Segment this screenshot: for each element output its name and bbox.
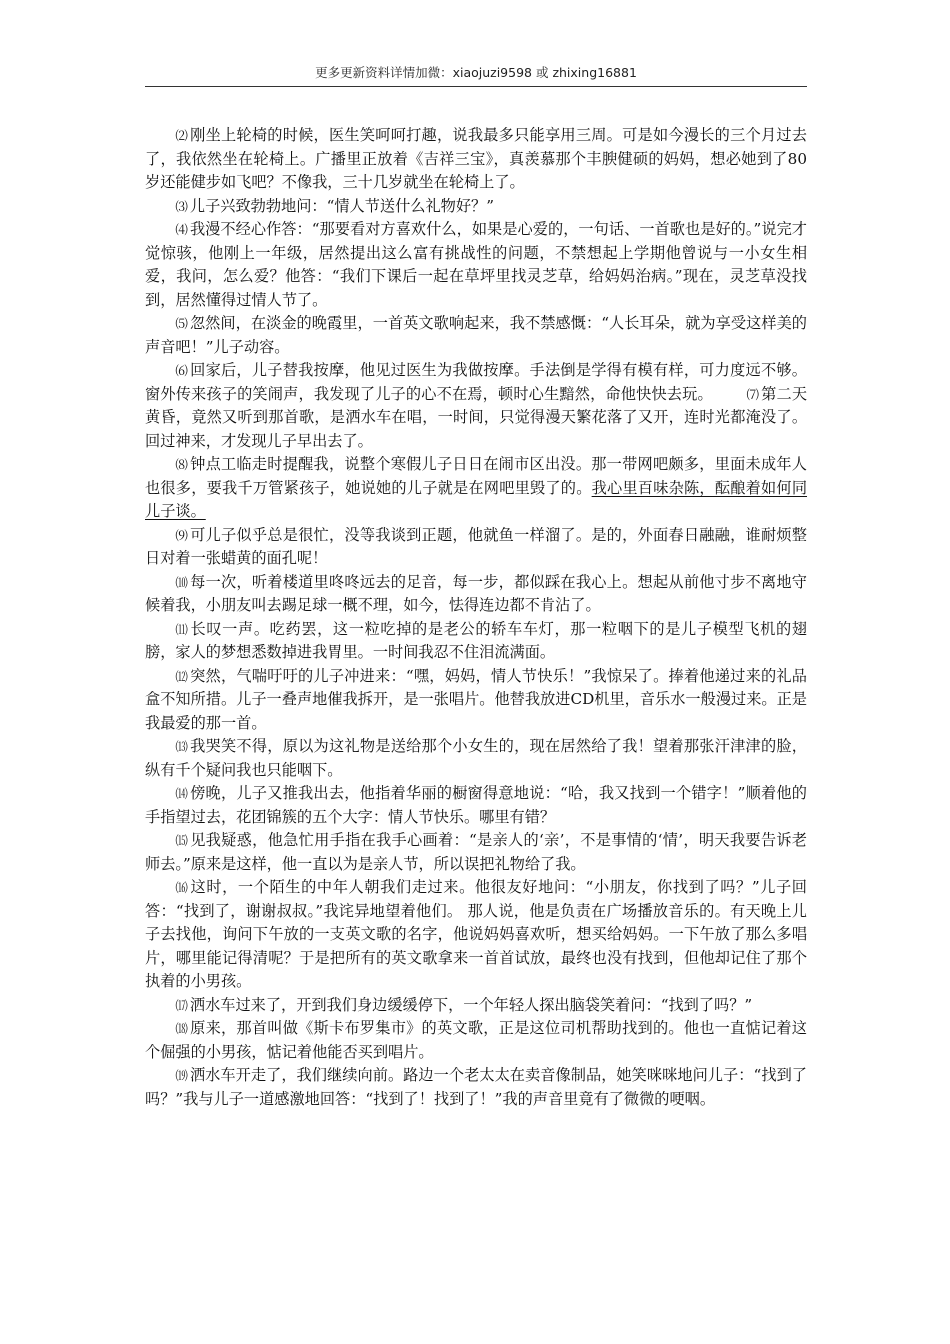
paragraph-text: 洒水车开走了，我们继续向前。路边一个老太太在卖音像制品，她笑咪咪地问儿子：“找到了吗？”我与儿子一道感激地回答：“找到了！找到了！”我的声音里竟有了微微的哽咽。 [145, 1066, 807, 1108]
paragraph-marker: ⑷ [175, 222, 188, 237]
paragraph-marker: ⒄ [175, 997, 188, 1013]
paragraph-marker: ⑾ [175, 621, 189, 637]
header-divider [145, 86, 807, 87]
paragraph-text: 儿子兴致勃勃地问：“情人节送什么礼物好？” [189, 196, 494, 215]
paragraph-16 [145, 876, 807, 994]
page-header: 更多更新资料详情加微：xiaojuzi9598 或 zhixing16881 [315, 65, 637, 80]
paragraph-text: 突然，气喘吁吁的儿子冲进来：“嘿，妈妈，情人节快乐！”我惊呆了。捧着他递过来的礼品盒不知所措。儿子一叠声地催我拆开，是一张唱片。他替我放进CD机里，音乐水一般漫过来。正是我最爱的那一首。 [145, 666, 807, 732]
paragraph-text: 钟点工临走时提醒我，说整个寒假儿子日日在闹市区出没。那一带网吧颇多，里面未成年人也很多，要我千万管紧孩子，她说她的儿子就是在网吧里毁了的。 [145, 455, 807, 497]
paragraph-3 [145, 195, 807, 219]
paragraph-text: 见我疑惑，他急忙用手指在我手心画着：“是亲人的‘亲’，不是事情的‘情’，明天我要告诉老师去。”原来是这样，他一直以为是亲人节，所以误把礼物给了我。 [145, 831, 807, 873]
paragraph-15 [145, 829, 807, 876]
paragraph-19 [145, 1064, 807, 1111]
paragraph-17 [145, 994, 807, 1018]
paragraph-marker: ⑵ [175, 128, 189, 143]
paragraph-marker: ⑽ [175, 574, 189, 590]
article-body [145, 124, 807, 1111]
paragraph-11 [145, 618, 807, 665]
paragraph-13 [145, 735, 807, 782]
paragraph-marker: ⒁ [175, 786, 189, 801]
paragraph-2 [145, 124, 807, 195]
paragraph-marker: ⑿ [175, 668, 189, 684]
paragraph-14 [145, 782, 807, 829]
paragraph-marker: ⑻ [175, 457, 189, 472]
paragraph-text: 刚坐上轮椅的时候，医生笑呵呵打趣，说我最多只能享用三周。可是如今漫长的三个月过去了，我依然坐在轮椅上。广播里正放着《吉祥三宝》，真羡慕那个丰腴健硕的妈妈，想必她到了80岁还能健步如飞吧？不像我，三十几岁就坐在轮椅上了。 [145, 126, 807, 191]
paragraph-10 [145, 571, 807, 618]
paragraph-text: 第二天黄昏，竟然又听到那首歌，是洒水车在唱，一时间，只觉得漫天繁花落了又开，连时光都淹没了。回过神来，才发现儿子早出去了。 [145, 384, 808, 450]
paragraph-text: 傍晚，儿子又推我出去，他指着华丽的橱窗得意地说：“哈，我又找到一个错字！”顺着他的手指望过去，花团锦簇的五个大字：情人节快乐。哪里有错？ [145, 784, 807, 826]
paragraph-text: 忽然间，在淡金的晚霞里，一首英文歌响起来，我不禁感慨：“人长耳朵，就为享受这样美的声音吧！”儿子动容。 [145, 314, 807, 356]
paragraph-marker: ⒅ [175, 1021, 189, 1036]
paragraph-text: 这时，一个陌生的中年人朝我们走过来。他很友好地问：“小朋友，你找到了吗？”儿子回答：“找到了，谢谢叔叔。”我诧异地望着他们。 那人说，他是负责在广场播放音乐的。有天晚上儿子去找他，询问下午放的一支英文歌的名字，他说妈妈喜欢听，想买给妈妈。一下午放了那么多唱片，哪里能记得清呢？于是把所有的英文歌拿来一首首试放，最终也没有找到，但他却记住了那个执着的小男孩。 [145, 878, 807, 990]
paragraph-8 [145, 453, 807, 524]
paragraph-text: 回家后，儿子替我按摩，他见过医生为我做按摩。手法倒是学得有模有样，可力度远不够。窗外传来孩子的笑闹声，我发现了儿子的心不在焉，顿时心生黯然，命他快快去玩。 [145, 361, 807, 403]
paragraph-12 [145, 665, 807, 736]
paragraph-marker: ⑹ [175, 363, 189, 378]
paragraph-9 [145, 524, 807, 571]
paragraph-text: 每一次，听着楼道里咚咚远去的足音，每一步，都似踩在我心上。想起从前他寸步不离地守候着我，小朋友叫去踢足球一概不理，如今，怯得连边都不肯沾了。 [145, 572, 807, 614]
underlined-sentence: 我心里百味杂陈，酝酿着如何同儿子谈。 [145, 478, 808, 520]
paragraph-marker: ⒃ [175, 880, 189, 895]
paragraph-18 [145, 1017, 807, 1064]
paragraph-6-7 [145, 359, 807, 453]
paragraph-text: 我哭笑不得，原以为这礼物是送给那个小女生的，现在居然给了我！望着那张汗津津的脸，纵有千个疑问我也只能咽下。 [145, 737, 807, 779]
paragraph-marker: ⒂ [175, 833, 189, 848]
paragraph-5 [145, 312, 807, 359]
paragraph-marker: ⑶ [175, 198, 188, 214]
paragraph-text: 可儿子似乎总是很忙，没等我谈到正题，他就鱼一样溜了。是的，外面春日融融，谁耐烦整日对着一张蜡黄的面孔呢！ [145, 525, 807, 567]
paragraph-text: 长叹一声。吃药罢，这一粒吃掉的是老公的轿车车灯，那一粒咽下的是儿子模型飞机的翅膀，家人的梦想悉数掉进我胃里。一时间我忍不住泪流满面。 [145, 619, 807, 661]
paragraph-text: 我漫不经心作答：“那要看对方喜欢什么，如果是心爱的，一句话、一首歌也是好的。”说完才觉惊骇，他刚上一年级，居然提出这么富有挑战性的问题，不禁想起上学期他曾说与一小女生相爱，我问，怎么爱？他答：“我们下课后一起在草坪里找灵芝草，给妈妈治病。”现在，灵芝草没找到，居然懂得过情人节了。 [145, 220, 807, 309]
paragraph-marker: ⑺ [746, 386, 760, 402]
paragraph-marker: ⑸ [175, 316, 188, 331]
paragraph-4 [145, 218, 807, 312]
paragraph-marker: ⒆ [175, 1068, 188, 1083]
paragraph-text: 洒水车过来了，开到我们身边缓缓停下，一个年轻人探出脑袋笑着问：“找到了吗？” [189, 995, 753, 1014]
paragraph-text: 原来，那首叫做《斯卡布罗集市》的英文歌，正是这位司机帮助找到的。他也一直惦记着这个倔强的小男孩，惦记着他能否买到唱片。 [145, 1019, 807, 1061]
paragraph-marker: ⒀ [175, 739, 189, 754]
paragraph-marker: ⑼ [175, 527, 189, 543]
